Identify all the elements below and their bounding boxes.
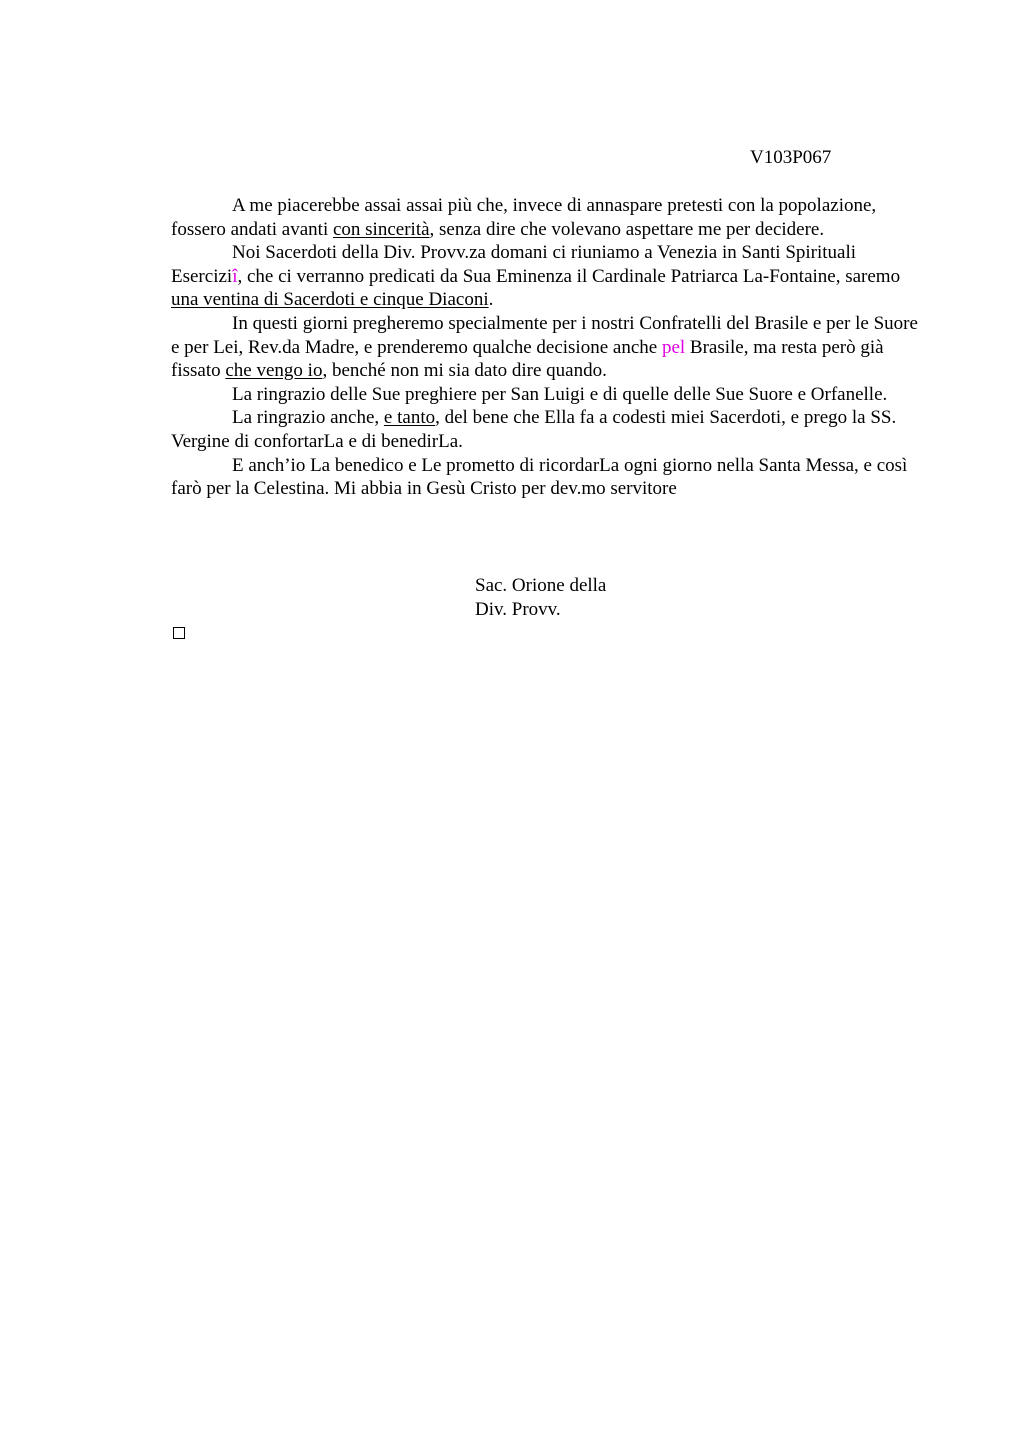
text-run: La ringrazio anche, bbox=[232, 407, 384, 429]
underlined-phrase: con sincerità bbox=[332, 218, 430, 240]
text-run: , senza dire che volevano aspettare me per decidere. bbox=[429, 218, 825, 240]
highlighted-correction: î bbox=[232, 265, 238, 287]
signature bbox=[475, 574, 606, 621]
paragraph bbox=[171, 406, 931, 453]
underlined-phrase: una ventina di Sacerdoti e cinque Diaconi bbox=[171, 289, 489, 311]
paragraph bbox=[171, 241, 931, 312]
signature-line: Sac. Orione della bbox=[475, 575, 607, 596]
text-run: , benché non mi sia dato dire quando. bbox=[322, 360, 607, 382]
page-identifier: V103P067 bbox=[750, 147, 832, 168]
paragraph bbox=[171, 194, 931, 241]
paragraph bbox=[171, 454, 931, 501]
text-run: . bbox=[488, 289, 494, 311]
text-run: Noi Sacerdoti della Div. Provv.za domani ci riuniamo a Venezia in Santi Spirituali Esercizi bbox=[171, 242, 857, 287]
text-run: La ringrazio delle Sue preghiere per San Luigi e di quelle delle Sue Suore e Orfanelle. bbox=[232, 383, 888, 405]
underlined-phrase: che vengo io bbox=[225, 360, 323, 382]
text-run: , che ci verranno predicati da Sua Eminenza il Cardinale Patriarca La-Fontaine, saremo bbox=[237, 265, 901, 287]
letter-body bbox=[171, 194, 931, 501]
checkbox-square-icon bbox=[173, 627, 185, 639]
text-run: E anch’io La benedico e Le prometto di ricordarLa ogni giorno nella Santa Messa, e così farò per la Celestina. Mi abbia in Gesù Cristo per dev.mo servitore bbox=[171, 454, 908, 500]
highlighted-correction: pel bbox=[661, 336, 686, 358]
paragraph bbox=[171, 312, 931, 383]
text-run: , del bene che Ella fa a codesti miei Sacerdoti, e prego la SS. Vergine di confortarLa e di benedirLa. bbox=[171, 407, 897, 452]
text-run: Brasile, ma resta però già fissato bbox=[171, 336, 884, 382]
paragraph bbox=[171, 383, 931, 407]
text-run: In questi giorni pregheremo specialmente per i nostri Confratelli del Brasile e per le Suore e per Lei, Rev.da Madre, e prenderemo qualche decisione anche bbox=[171, 312, 918, 358]
text-run: A me piacerebbe assai assai più che, invece di annaspare pretesti con la popolazione, fossero andati avanti bbox=[171, 195, 877, 240]
underlined-phrase: e tanto bbox=[383, 407, 436, 429]
signature-line: Div. Provv. bbox=[475, 598, 561, 620]
